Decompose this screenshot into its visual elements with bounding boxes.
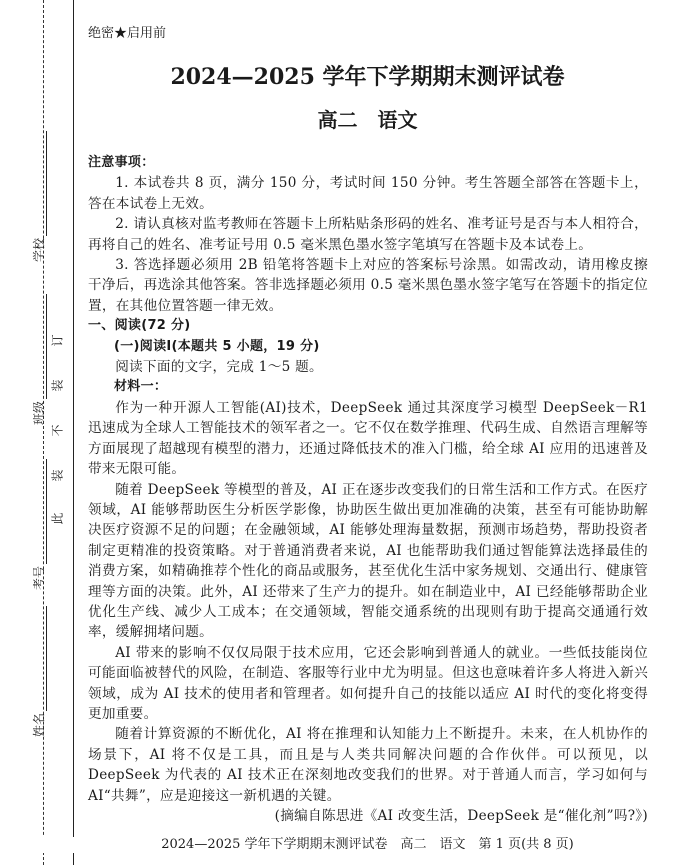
exam-body (88, 153, 648, 826)
instruction: 阅读下面的文字，完成 1～5 题。 (115, 359, 323, 376)
seal-char: 此 (50, 512, 65, 525)
exam-number-blank[interactable] (34, 459, 47, 564)
source-citation: (摘编自陈思进《AI 改变生活，DeepSeek 是“催化剂”吗?》) (274, 808, 648, 824)
material-label: 材料一： (114, 379, 168, 395)
notice-item: 2. 请认真核对监考教师在答题卡上所粘贴条形码的姓名、准考证号是否与本人相符合，再将自己的姓名、准考证号用 0.5 毫米黑色墨水签字笔填写在答题卡及本试卷上。 (88, 216, 648, 253)
confidential-label: 绝密★启用前 (88, 26, 167, 41)
class-field (30, 294, 47, 425)
name-blank[interactable] (34, 606, 47, 711)
page-footer: 2024—2025 学年下学期期末测评试卷 高二 语文 第 1 页(共 8 页) (0, 837, 695, 853)
paragraph: 作为一种开源人工智能(AI)技术，DeepSeek 通过其深度学习模型 DeepSeek－R1 迅速成为全球人工智能技术的领军者之一。它不仅在数学推理、代码生成、自然语言理解等方面展现了超越现有模型的潜力，还通过降低技术的准入门槛，给全球 AI 应用的迅速普及带来无限可能。 (88, 399, 648, 478)
exam-number-field (30, 459, 47, 590)
exam-title: 2024—2025 学年下学期期末测评试卷 (170, 64, 565, 90)
notice-item: 3. 答选择题必须用 2B 铅笔将答题卡上对应的答案标号涂黑。如需改动，请用橡皮擦干净后，再选涂其他答案。答非选择题必须用 0.5 毫米黑色墨水签字笔写在答题卡的指定位置，在其他位置答题一律无效。 (88, 257, 648, 314)
section-heading: 一、阅读(72 分) (88, 318, 191, 334)
exam-number-label: 考号 (32, 565, 46, 590)
seal-char: 装 (50, 469, 65, 482)
class-blank[interactable] (34, 294, 47, 399)
paragraph: AI 带来的影响不仅仅局限于技术应用，它还会影响到普通人的就业。一些低技能岗位可能面临被替代的风险，在制造、客服等行业中尤为明显。但这也意味着许多人将进入新兴领域，成为 AI 技术的使用者和管理者。如何提升自己的技能以适应 AI 时代的变化将变得更加重要。 (88, 644, 648, 722)
name-label: 姓名 (32, 712, 46, 737)
class-label: 班级 (32, 400, 46, 425)
paragraph: 随着计算资源的不断优化，AI 将在推理和认知能力上不断提升。未来，在人机协作的场景下，AI 将不仅是工具，而且是与人类共同解决问题的合作伙伴。可以预见，以 DeepSeek 为代表的 AI 技术正在深刻地改变我们的世界。对于普通人而言，学习如何与 AI“共舞”，应是迎接这一新机遇的关键。 (88, 726, 648, 804)
notice-item: 1. 本试卷共 8 页，满分 150 分，考试时间 150 分钟。考生答题全部答在答题卡上，答在本试卷上无效。 (88, 175, 648, 212)
school-field (30, 131, 47, 262)
seal-char: 不 (50, 424, 65, 437)
seal-char: 装 (50, 379, 65, 392)
school-blank[interactable] (34, 131, 47, 236)
notice-heading: 注意事项： (88, 155, 155, 170)
seal-char: 订 (50, 334, 65, 347)
exam-subtitle: 高二 语文 (317, 108, 418, 132)
sub-section-heading: (一)阅读Ⅰ(本题共 5 小题，19 分) (114, 338, 320, 354)
paragraph: 随着 DeepSeek 等模型的普及，AI 正在逐步改变我们的日常生活和工作方式。在医疗领域，AI 能够帮助医生分析医学影像，协助医生做出更加准确的决策，甚至有可能协助解决医疗资源不足的问题；在金融领域，AI 能够处理海量数据，预测市场趋势，帮助投资者制定更精准的投资策略。对于普通消费者来说，AI 也能帮助我们通过智能算法选择最佳的消费方案，如精确推荐个性化的商品或服务，甚至优化生活中家务规划、交通出行、健康管理等方面的决策。此外，AI 还带来了生产力的提升。如在制造业中，AI 已经能够帮助企业优化生产线、减少人工成本；在交通领域，智能交通系统的出现则有助于提高交通通行效率，缓解拥堵问题。 (88, 481, 648, 641)
school-label: 学校 (32, 237, 46, 262)
name-field (30, 606, 47, 737)
